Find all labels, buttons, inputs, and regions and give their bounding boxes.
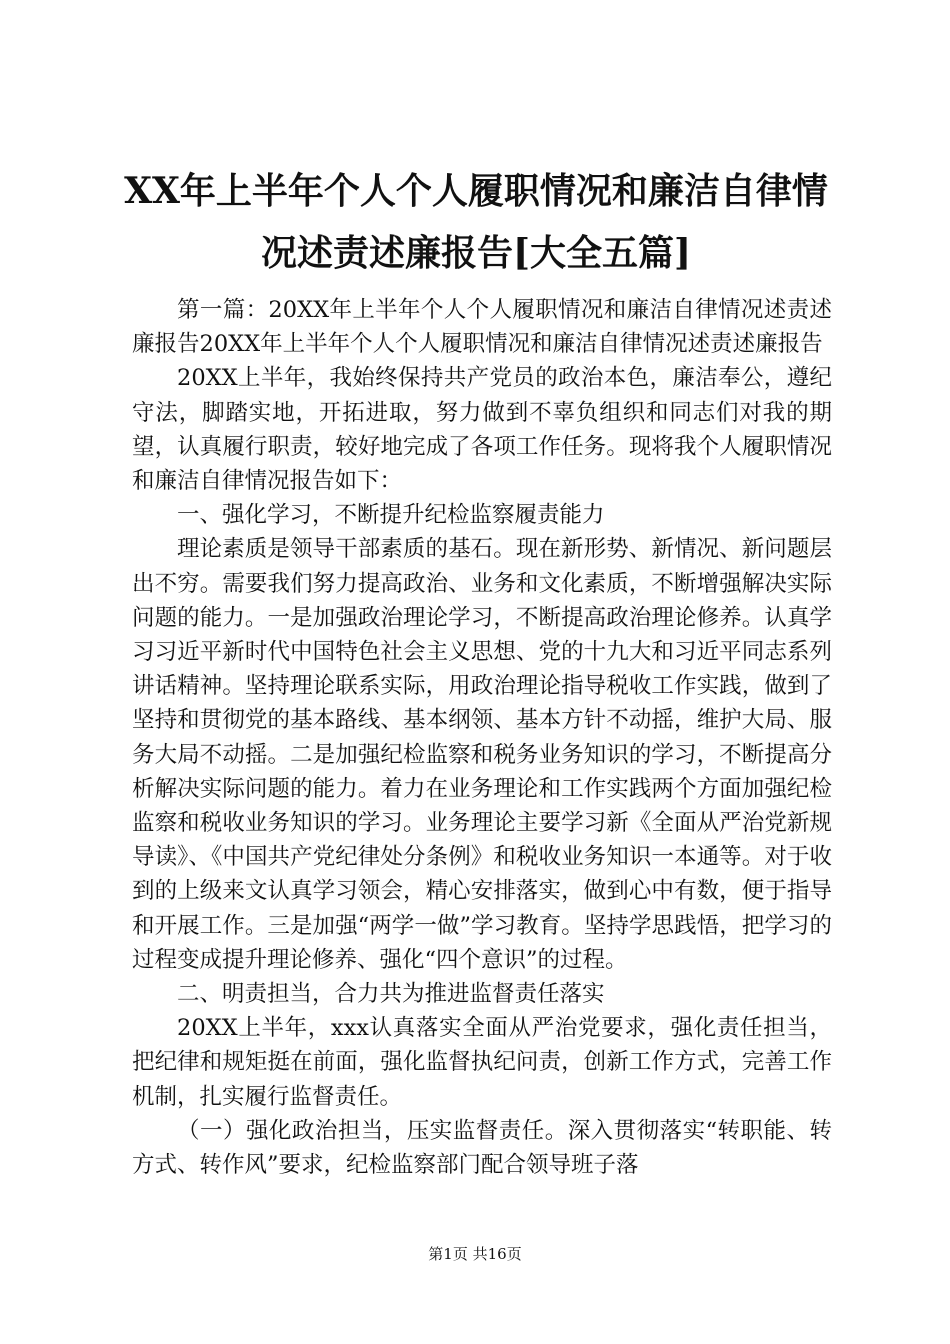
document-body [132,293,832,1182]
paragraph: 第一篇：20XX年上半年个人个人履职情况和廉洁自律情况述责述廉报告20XX年上半年个人个人履职情况和廉洁自律情况述责述廉报告 [132,297,832,358]
document-title: XX年上半年个人个人履职情况和廉洁自律情况述责述廉报告[大全五篇] [124,170,828,274]
paragraph: 20XX上半年，我始终保持共产党员的政治本色，廉洁奉公，遵纪守法，脚踏实地，开拓进取，努力做到不辜负组织和同志们对我的期望，认真履行职责，较好地完成了各项工作任务。现将我个人履职情况和廉洁自律情况报告如下： [132,365,832,495]
section-heading: 二、明责担当，合力共为推进监督责任落实 [177,981,605,1008]
page-footer: 第1页 共16页 [428,1245,522,1263]
paragraph: （一）强化政治担当，压实监督责任。深入贯彻落实“转职能、转方式、转作风”要求，纪检监察部门配合领导班子落 [132,1117,832,1179]
paragraph: 20XX上半年，xxx认真落实全面从严治党要求，强化责任担当，把纪律和规矩挺在前面，强化监督执纪问责，创新工作方式，完善工作机制，扎实履行监督责任。 [132,1015,832,1110]
section-heading: 一、强化学习，不断提升纪检监察履责能力 [177,502,605,529]
paragraph: 理论素质是领导干部素质的基石。现在新形势、新情况、新问题层出不穷。需要我们努力提高政治、业务和文化素质，不断增强解决实际问题的能力。一是加强政治理论学习，不断提高政治理论修养。认真学习习近平新时代中国特色社会主义思想、党的十九大和习近平同志系列讲话精神。坚持理论联系实际，用政治理论指导税收工作实践，做到了坚持和贯彻党的基本路线、基本纲领、基本方针不动摇，维护大局、服务大局不动摇。二是加强纪检监察和税务业务知识的学习，不断提高分析解决实际问题的能力。着力在业务理论和工作实践两个方面加强纪检监察和税收业务知识的学习。业务理论主要学习新《全面从严治党新规导读》、《中国共产党纪律处分条例》和税收业务知识一本通等。对于收到的上级来文认真学习领会，精心安排落实，做到心中有数，便于指导和开展工作。三是加强“两学一做”学习教育。坚持学思践悟，把学习的过程变成提升理论修养、强化“四个意识”的过程。 [132,536,832,973]
